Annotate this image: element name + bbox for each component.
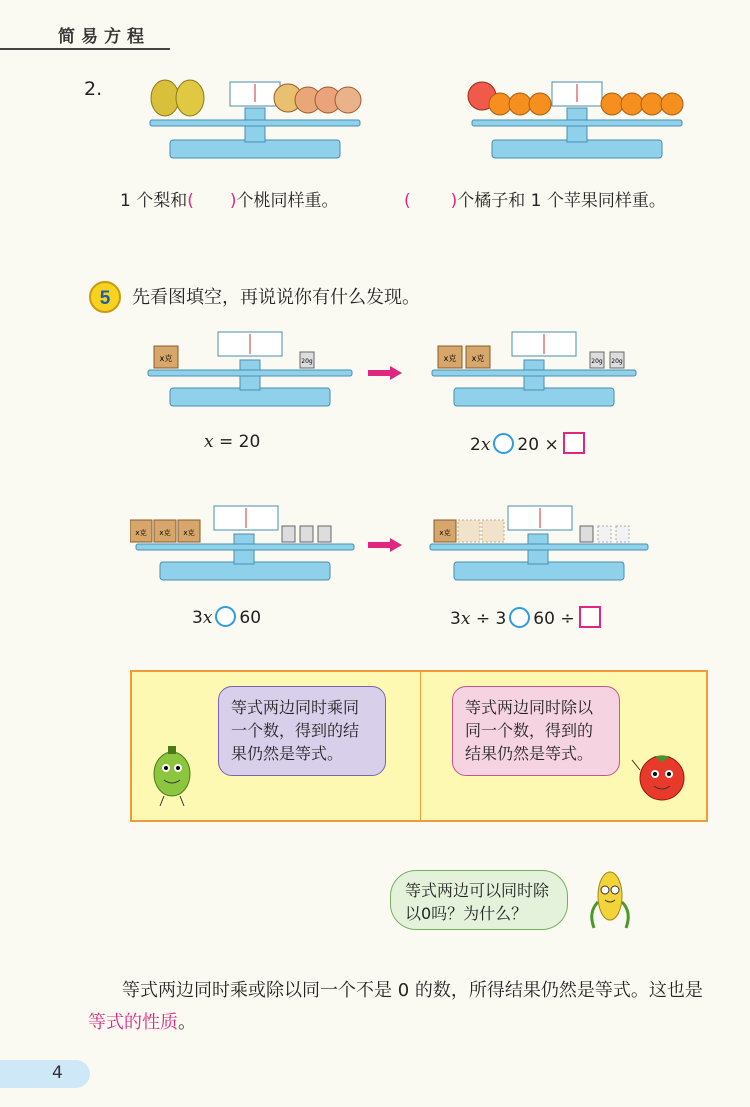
- box-label: x克: [439, 529, 451, 537]
- fill-in-pear-peach: [120, 186, 339, 211]
- equation-2x-blank: [470, 432, 585, 455]
- scale-3x-div-3: [424, 500, 654, 584]
- faded-weight-icon: [598, 526, 611, 542]
- variable: x: [480, 435, 491, 455]
- fill-text-part: 1 个梨和: [120, 191, 188, 211]
- section-number-badge: [88, 280, 122, 314]
- equation-text: 3: [192, 608, 203, 628]
- number-blank-square[interactable]: [579, 606, 601, 628]
- fill-in-orange-apple: [404, 186, 666, 211]
- fill-text-part: 个橘子和 1 个苹果同样重。: [457, 191, 666, 211]
- number-blank-square[interactable]: [563, 432, 585, 454]
- equation-text: ÷ 3: [475, 609, 507, 629]
- highlighted-term: 等式的性质: [88, 1012, 178, 1033]
- section-number: 5: [99, 288, 111, 309]
- speech-bubble-divide: 等式两边同时除以同一个数，得到的结果仍然是等式。: [452, 686, 620, 776]
- scale-x-equals-20: [140, 326, 360, 410]
- scale-2x-equals-40: [424, 326, 644, 410]
- weight-label: 20g: [301, 358, 313, 365]
- faded-box-icon: [458, 520, 480, 542]
- blank-open: (: [187, 191, 194, 211]
- pear-icon: [151, 80, 204, 116]
- faded-box-icon: [482, 520, 504, 542]
- problem-number: 2.: [84, 78, 103, 100]
- tomato-character-icon: [630, 748, 694, 814]
- variable: x: [202, 608, 213, 628]
- fill-text-part: 个桃同样重。: [236, 191, 339, 211]
- relation-blank-circle[interactable]: [493, 433, 514, 454]
- orange-icon: [601, 93, 683, 115]
- scale-3x-equals-60: [130, 500, 360, 584]
- equation-3x-div3: [450, 606, 601, 629]
- variable: x: [204, 432, 214, 452]
- speech-bubble-question: 等式两边可以同时除以0吗？为什么？: [390, 870, 568, 930]
- speech-bubble-multiply: 等式两边同时乘同一个数，得到的结果仍然是等式。: [218, 686, 386, 776]
- scale-pear-peach: [140, 70, 370, 162]
- page-tab: [0, 1060, 90, 1088]
- equation-x-20: [204, 432, 260, 452]
- conclusion-paragraph: [88, 975, 718, 1039]
- blank-close: ): [229, 191, 237, 211]
- page-number: 4: [52, 1063, 63, 1083]
- conclusion-text: 等式两边同时乘或除以同一个不是 0 的数，所得结果仍然是等式。这也是: [122, 980, 703, 1001]
- chapter-title: 简易方程: [58, 27, 150, 47]
- apple-orange-icon: [468, 82, 551, 115]
- arrow-right-icon: [368, 538, 402, 552]
- equation-text: 60: [239, 608, 262, 628]
- discussion-divider: [420, 672, 421, 820]
- peach-icon: [274, 84, 361, 113]
- weight-icon: [300, 526, 313, 542]
- equation-text: = 20: [219, 432, 261, 452]
- equation-text: 2: [470, 435, 481, 455]
- box-label: x克: [135, 529, 147, 537]
- discussion-box: [130, 670, 708, 822]
- weight-label: 20g: [591, 358, 603, 365]
- blank-close: ): [450, 191, 458, 211]
- box-label: x克: [471, 354, 485, 363]
- equation-text: 60 ÷: [533, 609, 575, 629]
- weight-label: 20g: [611, 358, 623, 365]
- equation-3x-blank-60: [192, 606, 261, 628]
- box-label: x克: [159, 354, 173, 363]
- header-rule: [0, 48, 170, 50]
- relation-blank-circle[interactable]: [215, 606, 236, 627]
- weight-icon: [282, 526, 295, 542]
- box-label: x克: [159, 529, 171, 537]
- box-label: x克: [443, 354, 457, 363]
- equation-text: 3: [450, 609, 461, 629]
- faded-weight-icon: [616, 526, 629, 542]
- pepper-character-icon: [144, 740, 200, 812]
- conclusion-end: 。: [178, 1012, 196, 1033]
- relation-blank-circle[interactable]: [509, 607, 530, 628]
- weight-icon: [318, 526, 331, 542]
- box-label: x克: [183, 529, 195, 537]
- corn-character-icon: [584, 862, 636, 938]
- scale-orange-apple: [462, 70, 692, 162]
- blank-open: (: [404, 191, 411, 211]
- weight-icon: [580, 526, 593, 542]
- variable: x: [460, 609, 471, 629]
- section-title: 先看图填空，再说说你有什么发现。: [132, 287, 420, 308]
- arrow-right-icon: [368, 366, 402, 380]
- equation-text: 20 ×: [517, 435, 559, 455]
